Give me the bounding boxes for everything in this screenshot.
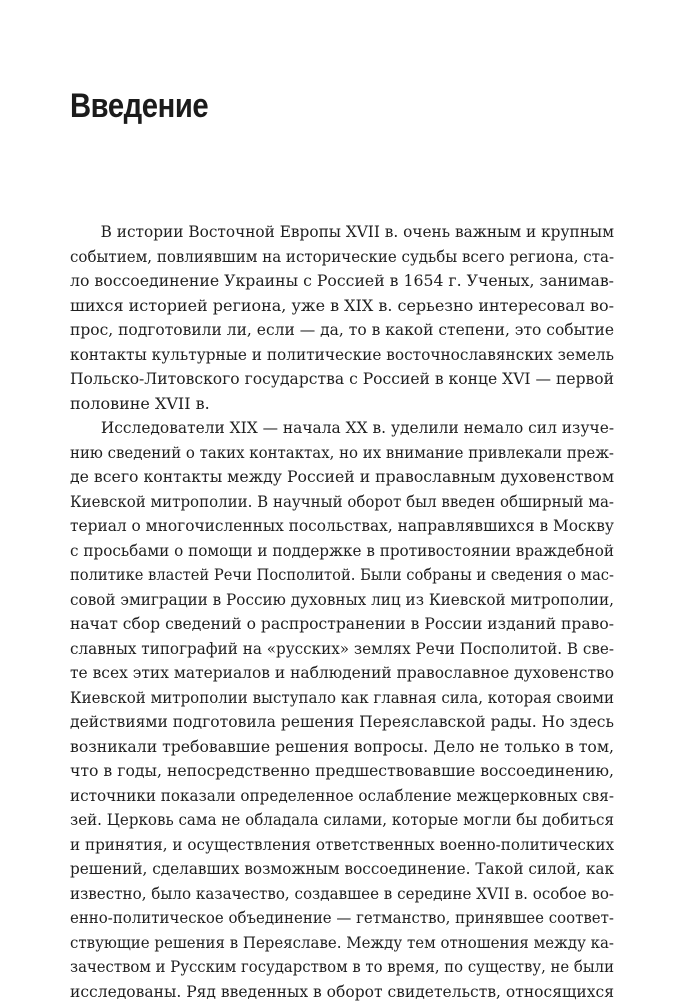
chapter-heading: Введение (70, 78, 208, 134)
text-line: енно-политическое объединение — гетманство, принявшее соответ- (70, 906, 578, 931)
paragraph (70, 416, 614, 1004)
text-line: Польско-Литовского государства с Россией в конце XVI — первой (70, 367, 599, 392)
text-line: нию сведений о таких контактах, но их внимание привлекали преж- (70, 441, 578, 466)
text-line: источники показали определенное ослабление межцерковных свя- (70, 784, 586, 809)
text-line: совой эмиграции в Россию духовных лиц из Киевской митрополии, (70, 588, 588, 613)
text-line: ло воссоединение Украины с Россией в 1654 г. Ученых, занимав- (70, 269, 604, 294)
text-line: и принятия, и осуществления ответственных военно-политических (70, 833, 586, 858)
text-line: начат сбор сведений о распространении в России изданий право- (70, 612, 599, 637)
text-line: славных типографий на «русских» землях Речи Посполитой. В све- (70, 637, 586, 662)
text-line: с просьбами о помощи и поддержке в противостоянии враждебной (70, 539, 587, 564)
text-line: В истории Восточной Европы XVII в. очень важным и крупным (70, 220, 591, 245)
text-line: зей. Церковь сама не обладала силами, которые могли бы добиться (70, 808, 582, 833)
text-line: действиями подготовила решения Переяславской рады. Но здесь (70, 710, 599, 735)
text-line: возникали требовавшие решения вопросы. Дело не только в том, (70, 735, 602, 760)
paragraph (70, 220, 614, 416)
text-line: Киевской митрополии выступало как главная сила, которая своими (70, 686, 580, 711)
text-line: зачеством и Русским государством в то время, по существу, не были (70, 955, 575, 980)
text-line: половине XVII в. (70, 392, 614, 417)
body-text (70, 220, 614, 1004)
text-line: де всего контакты между Россией и православным духовенством (70, 465, 603, 490)
text-line: событием, повлиявшим на исторические судьбы всего региона, ста- (70, 245, 580, 270)
text-line: решений, сделавших возможным воссоединение. Такой силой, как (70, 857, 589, 882)
text-line: Киевской митрополии. В научный оборот был введен обширный ма- (70, 490, 580, 515)
text-line: прос, подготовили ли, если — да, то в какой степени, это событие (70, 318, 597, 343)
text-line: Исследователи XIX — начала XX в. уделили немало сил изуче- (70, 416, 594, 441)
text-line: шихся историей региона, уже в XIX в. серьезно интересовал во- (70, 294, 613, 319)
text-line: ствующие решения в Переяславе. Между тем отношения между ка- (70, 931, 579, 956)
text-line: контакты культурные и политические восточнославянских земель (70, 343, 590, 368)
text-line: исследованы. Ряд введенных в оборот свидетельств, относящихся (70, 980, 598, 1004)
text-line: известно, было казачество, создавшее в середине XVII в. особое во- (70, 882, 583, 907)
text-line: те всех этих материалов и наблюдений православное духовенство (70, 661, 595, 686)
text-line: териал о многочисленных посольствах, направлявшихся в Москву (70, 514, 593, 539)
text-line: политике властей Речи Посполитой. Были собраны и сведения о мас- (70, 563, 569, 588)
text-line: что в годы, непосредственно предшествовавшие воссоединению, (70, 759, 603, 784)
